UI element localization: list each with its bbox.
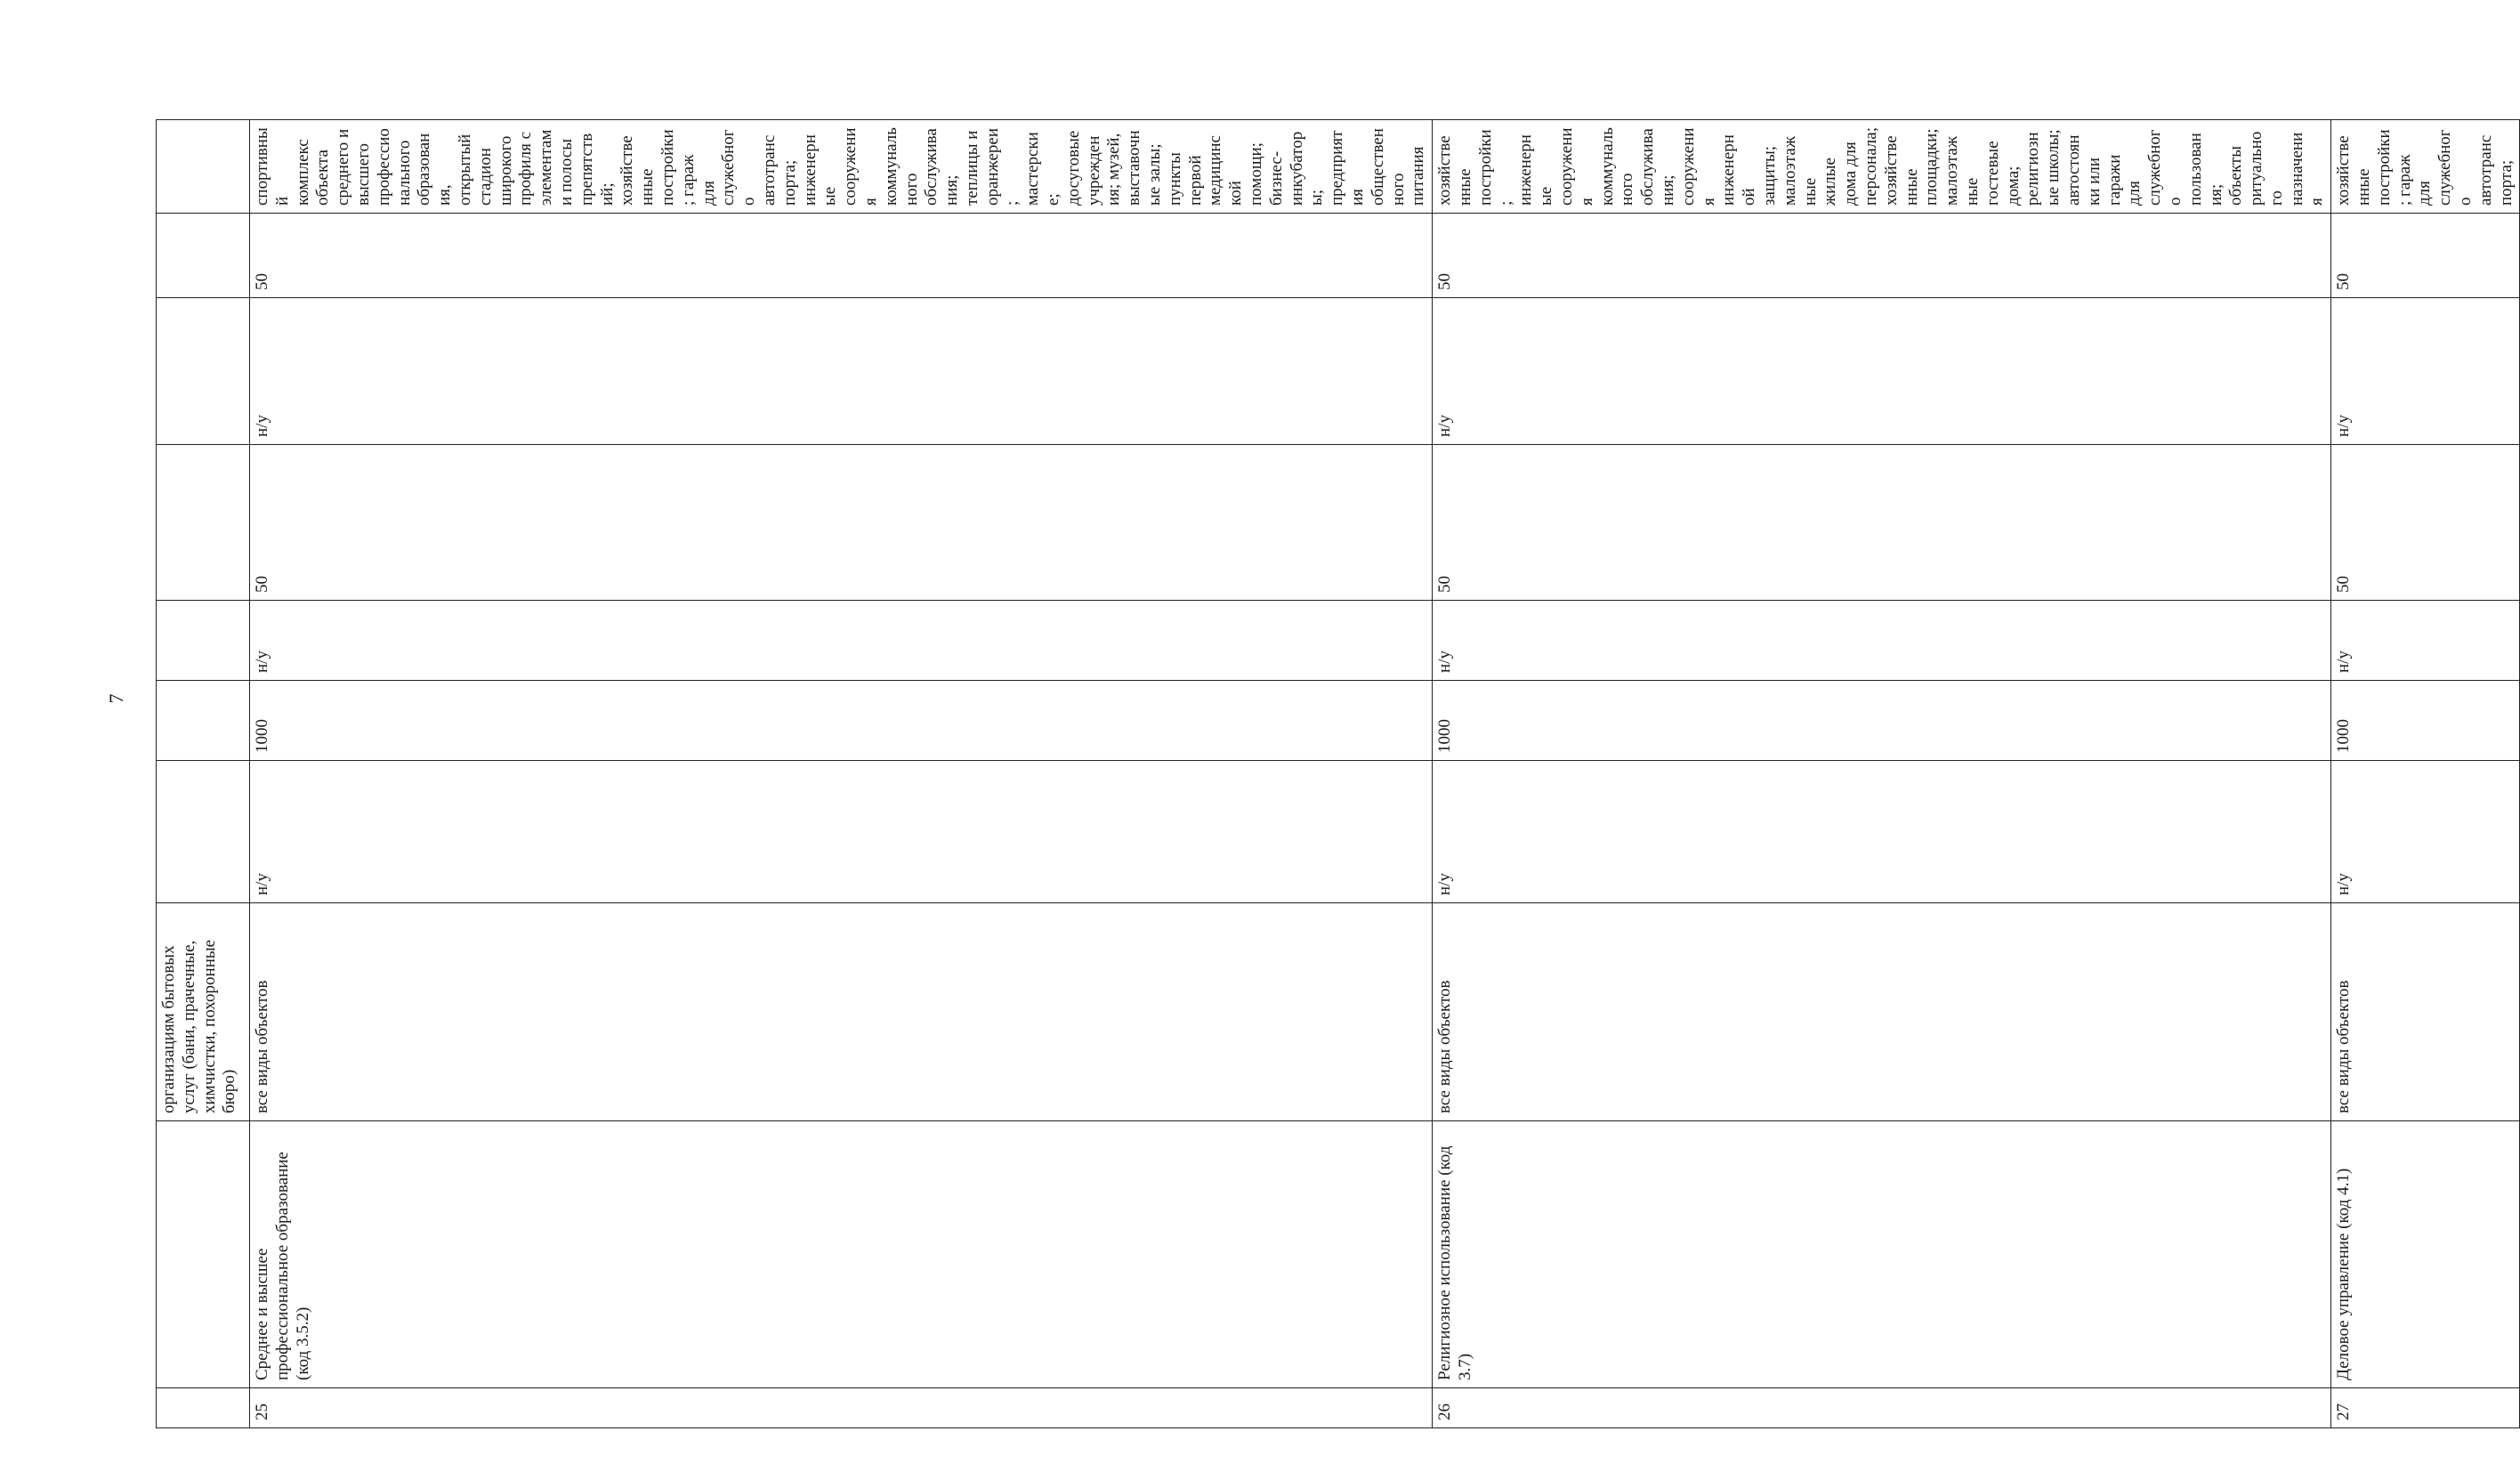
value-1: н/у [2331, 761, 2520, 903]
value-6: 50 [250, 214, 1433, 298]
value-1: н/у [1433, 761, 2331, 903]
name-cell [157, 1121, 250, 1388]
aux-cell [157, 120, 250, 214]
table-row [1433, 120, 2331, 1428]
types-text: организациям бытовых услуг (бани, прачечные, химчистки, похоронные бюро) [159, 939, 239, 1113]
value-2: 1000 [1433, 681, 2331, 761]
use-type-name: Среднее и высшее профессиональное образование (код 3.5.2) [250, 1121, 1433, 1388]
auxiliary-uses: спортивный комплекс объекта среднего и высшего профессионального образования, открытый стадион широкого профиля с элементами полосы препятствий; хозяйственные постройки; гараж для служебного автотранспорта; инженерные сооружения коммунального обслуживания; теплицы и оранжереи; мастерские; досуговые учреждения; музей, выставочные залы; пункты первой медицинской помощи; бизнес-инкубаторы; предприятия общественного питания [250, 120, 1433, 214]
value-5: н/у [250, 298, 1433, 445]
object-types: все виды объектов [250, 903, 1433, 1121]
value-cell [157, 761, 250, 903]
value-3: н/у [1433, 601, 2331, 681]
table-row [2331, 120, 2520, 1428]
row-number: 25 [250, 1388, 1433, 1428]
value-3: н/у [250, 601, 1433, 681]
value-cell [157, 601, 250, 681]
value-5: н/у [2331, 298, 2520, 445]
row-number: 26 [1433, 1388, 2331, 1428]
value-5: н/у [1433, 298, 2331, 445]
auxiliary-uses: хозяйственные постройки; гараж для служебного автотранспорта; [2331, 120, 2520, 214]
value-4: 50 [2331, 445, 2520, 601]
value-4: 50 [250, 445, 1433, 601]
table-row [250, 120, 1433, 1428]
auxiliary-uses: хозяйственные постройки; инженерные сооружения коммунального обслуживания; сооружения инженерной защиты; малоэтажные жилые дома для персонала; хозяйственные площадки; малоэтажные гостевые дома; религиозные школы; автостоянки или гаражи для служебного пользования; объекты ритуального назначения [1433, 120, 2331, 214]
use-type-name: Деловое управление (код 4.1) [2331, 1121, 2520, 1388]
regulations-table [156, 119, 2520, 1428]
value-cell [157, 298, 250, 445]
value-1: н/у [250, 761, 1433, 903]
use-type-name: Религиозное использование (код 3.7) [1433, 1121, 2331, 1388]
page-number: 7 [105, 693, 127, 704]
object-types: все виды объектов [2331, 903, 2520, 1121]
value-4: 50 [1433, 445, 2331, 601]
num-cell [157, 1388, 250, 1428]
row-number: 27 [2331, 1388, 2520, 1428]
value-cell [157, 214, 250, 298]
value-2: 1000 [2331, 681, 2520, 761]
table-row-continuation [157, 120, 250, 1428]
rotated-sheet [156, 120, 2516, 1428]
types-cell [157, 903, 250, 1121]
value-2: 1000 [250, 681, 1433, 761]
value-6: 50 [2331, 214, 2520, 298]
value-cell [157, 681, 250, 761]
object-types: все виды объектов [1433, 903, 2331, 1121]
value-cell [157, 445, 250, 601]
value-3: н/у [2331, 601, 2520, 681]
value-6: 50 [1433, 214, 2331, 298]
